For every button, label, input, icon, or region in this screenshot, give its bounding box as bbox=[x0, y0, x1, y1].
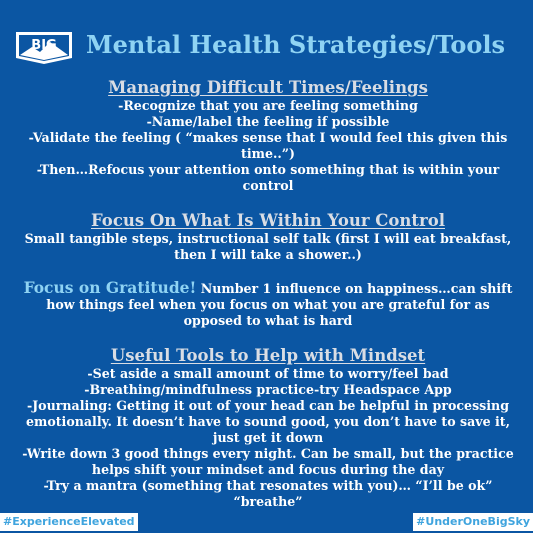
control-text: Small tangible steps, instructional self talk (first I will eat breakfast, then I will take a shower..) bbox=[24, 231, 512, 262]
managing-line: -Then…Refocus your attention onto something that is within your control bbox=[36, 162, 500, 193]
control-section bbox=[16, 211, 520, 263]
gratitude-section bbox=[16, 280, 520, 329]
managing-section bbox=[16, 78, 520, 194]
gratitude-label: Focus on Gratitude! bbox=[23, 278, 197, 297]
tools-line: -Journaling: Getting it out of your head can be helpful in processing emotionally. It doesn’t have to sound good, you don’t have to save it, just get it down bbox=[25, 398, 510, 445]
tools-line: -Try a mantra (something that resonates with you)… “I’ll be ok” “breathe” bbox=[43, 478, 493, 509]
gratitude-text: Number 1 influence on happiness…can shift how things feel when you focus on what you are grateful for as opposed to what is hard bbox=[46, 281, 513, 328]
tools-heading: Useful Tools to Help with Mindset bbox=[110, 346, 426, 365]
managing-line: -Name/label the feeling if possible bbox=[146, 114, 390, 129]
hashtag-experience-elevated: #ExperienceElevated bbox=[0, 513, 138, 531]
strategies-content bbox=[16, 78, 520, 527]
big-sky-conference-logo bbox=[14, 28, 74, 68]
tools-line: -Set aside a small amount of time to worry/feel bad bbox=[87, 366, 449, 381]
managing-line: -Recognize that you are feeling something bbox=[118, 98, 418, 113]
control-heading: Focus On What Is Within Your Control bbox=[91, 211, 445, 230]
tools-line: -Write down 3 good things every night. Can be small, but the practice helps shift your mindset and focus during the day bbox=[22, 446, 514, 477]
hashtag-under-one-big-sky: #UnderOneBigSky bbox=[413, 513, 533, 531]
managing-heading: Managing Difficult Times/Feelings bbox=[108, 78, 428, 97]
managing-line: -Validate the feeling ( “makes sense that I would feel this given this time..”) bbox=[28, 130, 508, 161]
page-title: Mental Health Strategies/Tools bbox=[86, 30, 506, 59]
tools-line: -Breathing/mindfulness practice-try Headspace App bbox=[84, 382, 452, 397]
tools-section bbox=[16, 346, 520, 510]
svg-text:BIG: BIG bbox=[31, 38, 57, 53]
